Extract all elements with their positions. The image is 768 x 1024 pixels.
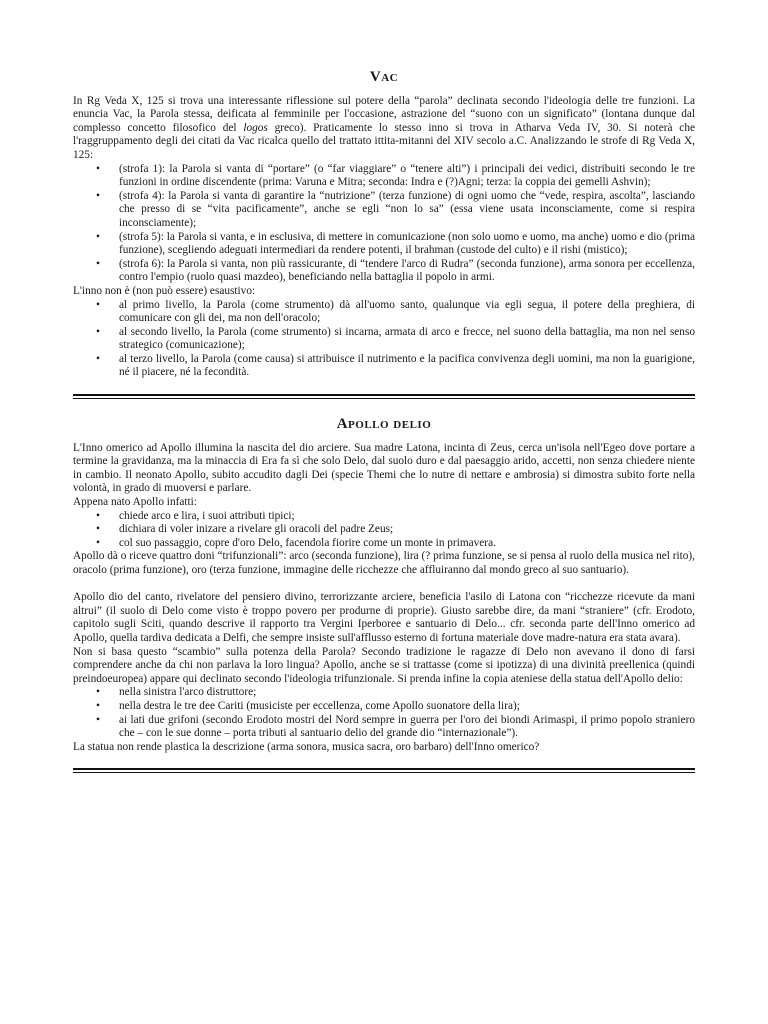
divider-thick-line bbox=[73, 394, 695, 396]
strofe-list bbox=[73, 163, 695, 285]
list-item-attributo-3: • col suo passaggio, copre d'oro Delo, facendola fiorire come un monte in primavera. bbox=[73, 537, 695, 551]
list-item-strofa-6: • (strofa 6): la Parola si vanta, non più rassicurante, di “tendere l'arco di Rudra” (seconda funzione), arma sonora per eccellenza, contro l'empio (ruolo quasi mazdeo), beneficiando nella battaglia il popolo in armi. bbox=[73, 258, 695, 285]
list-item-attributo-1: • chiede arco e lira, i suoi attributi tipici; bbox=[73, 510, 695, 524]
list-item-strofa-5: • (strofa 5): la Parola si vanta, e in esclusiva, di mettere in comunicazione (non solo uomo e uomo, ma anche) uomo e dio (prima funzione), scegliendo adeguati intermediari da rendere potenti, il brahman (custode del culto) e il rishi (mistico); bbox=[73, 231, 695, 258]
section-title-vac: Vac bbox=[369, 69, 399, 85]
vac-intro-text-b: greco). Praticamente lo stesso inno si trova in Atharva Veda IV, 30. Si noterà che l'raggruppamento degli dei citati da Vac ricalca quello del trattato ittita-mitanni del XIV secolo a.C. Analizzando le strofe di Rg Veda X, 125: bbox=[73, 121, 695, 161]
section-divider-2 bbox=[73, 768, 695, 773]
list-item-statua-2: • nella destra le tre dee Cariti (musiciste per eccellenza, come Apollo suonatore della lira); bbox=[73, 700, 695, 714]
dio-canto-paragraph: Apollo dio del canto, rivelatore del pensiero divino, terrorizzante arciere, beneficia l'asilo di Latona con “ricchezze ricevute da mani altrui” (il suolo di Delo come visto è troppo povero per produrne di proprie). Giusto sarebbe dire, da mani “straniere” (cfr. Erodoto, capitolo sugli Sciti, quando descrive il rapporto tra Vergini Iperboree e santuario di Delo... cfr. seconda parte dell'Inno omerico ad Apollo, quella tardiva dedicata a Delfi, che sempre insiste sull'afflusso esterno di fortuna materiale dove madre-natura era stata avara). bbox=[73, 591, 695, 644]
vac-intro-logos: logos bbox=[243, 121, 268, 134]
list-item-strofa-4: • (strofa 4): la Parola si vanta di garantire la “nutrizione” (terza funzione) di ogni uomo che “vede, respira, ascolta”, lasciando che presso di se “vita pacificamente”, anche se egli “non lo sa” (essa viene usata inconsciamente, come si respira inconsciamente); bbox=[73, 190, 695, 231]
apollo-intro-paragraph: L'Inno omerico ad Apollo illumina la nascita del dio arciere. Sua madre Latona, incinta di Zeus, cerca un'isola nell'Egeo dove portare a termine la gravidanza, ma la minaccia di Era fa sì che solo Delo, dal suolo duro e dal paesaggio arido, accetti, non senza chiedere niente in cambio. Il neonato Apollo, subito accudito dagli Dei (specie Themi che lo nutre di nettare e ambrosia) si dimostra subito forte nella volontà, in grado di muoversi e parlare. bbox=[73, 441, 695, 495]
list-item-statua-1: • nella sinistra l'arco distruttore; bbox=[73, 686, 695, 700]
divider-thin-line bbox=[73, 398, 695, 399]
livelli-list bbox=[73, 299, 695, 381]
list-item-livello-2: • al secondo livello, la Parola (come strumento) si incarna, armata di arco e frecce, nel suono della battaglia, ma non nel senso strategico (comunicazione); bbox=[73, 326, 695, 353]
doni-paragraph: Apollo dà o riceve quattro doni “trifunzionali”: arco (seconda funzione), lira (? prima funzione, se si pensa al ruolo della musica nel rito), oracolo (prima funzione), oro (terza funzione, immagine delle ricchezze che affluiranno dal mondo greco al suo santuario). bbox=[73, 550, 695, 576]
list-item-strofa-1: • (strofa 1): la Parola si vanta di “portare” (o “far viaggiare” o “tenere alti”) i principali dei vedici, distribuiti secondo le tre funzioni in ordine discendente (prima: Varuna e Mitra; seconda: Indra e (?)Agni; terza: la coppia dei gemelli Ashvin); bbox=[73, 163, 695, 190]
attributi-list bbox=[73, 510, 695, 551]
list-item-livello-3: • al terzo livello, la Parola (come causa) si attribuisce il nutrimento e la pacifica convivenza degli uomini, ma non la guarigione, né il piacere, né la fecondità. bbox=[73, 353, 695, 380]
inno-intro-text: L'inno non è (non può essere) esaustivo: bbox=[73, 284, 256, 297]
appena-nato-text: Appena nato Apollo infatti: bbox=[73, 496, 197, 509]
section-divider-1 bbox=[73, 394, 695, 399]
list-item-livello-1: • al primo livello, la Parola (come strumento) dà all'uomo santo, qualunque via egli segua, il potere della preghiera, di comunicare con gli dei, ma non dell'oracolo; bbox=[73, 299, 695, 326]
vac-intro-text-a: In Rg Veda X, 125 si trova una interessante riflessione sul potere della “parola” declinata secondo l'ideologia delle tre funzioni. La enuncia Vac, la Parola stessa, deificata al femminile per l'occasione, astrazione del “suono con un significato” (lontana dunque dal complesso concetto filosofico del bbox=[73, 94, 695, 134]
vac-intro-paragraph bbox=[73, 95, 695, 163]
divider-thin-line bbox=[73, 772, 695, 773]
list-item-attributo-2: • dichiara di voler inizare a rivelare gli oracoli del padre Zeus; bbox=[73, 523, 695, 537]
paragraph-gap bbox=[73, 578, 695, 592]
section-title-apollo-delio: Apollo delio bbox=[336, 416, 432, 433]
divider-thick-line bbox=[73, 768, 695, 770]
statua-list bbox=[73, 686, 695, 740]
document-page bbox=[73, 0, 695, 773]
conclusione-text: La statua non rende plastica la descrizione (arma sonora, musica sacra, oro barbaro) dell'Inno omerico? bbox=[73, 740, 540, 753]
scambio-paragraph: Non si basa questo “scambio” sulla potenza della Parola? Secondo tradizione le ragazze di Delo non avevano il dono di farsi comprendere anche da chi non parlava la loro lingua? Apollo, anche se si trattasse (come si ipotizza) di una divinità preellenica (quindi preindoeuropea) appare qui declinato secondo l'ideologia trifunzionale. Si prenda infine la copia ateniese della statua dell'Apollo delio: bbox=[73, 645, 695, 685]
list-item-statua-3: • ai lati due grifoni (secondo Erodoto mostri del Nord sempre in guerra per l'oro dei biondi Arimaspi, il primo popolo straniero che – con le sue donne – porta tributi al santuario delio del grande dio “internazionale”). bbox=[73, 714, 695, 741]
